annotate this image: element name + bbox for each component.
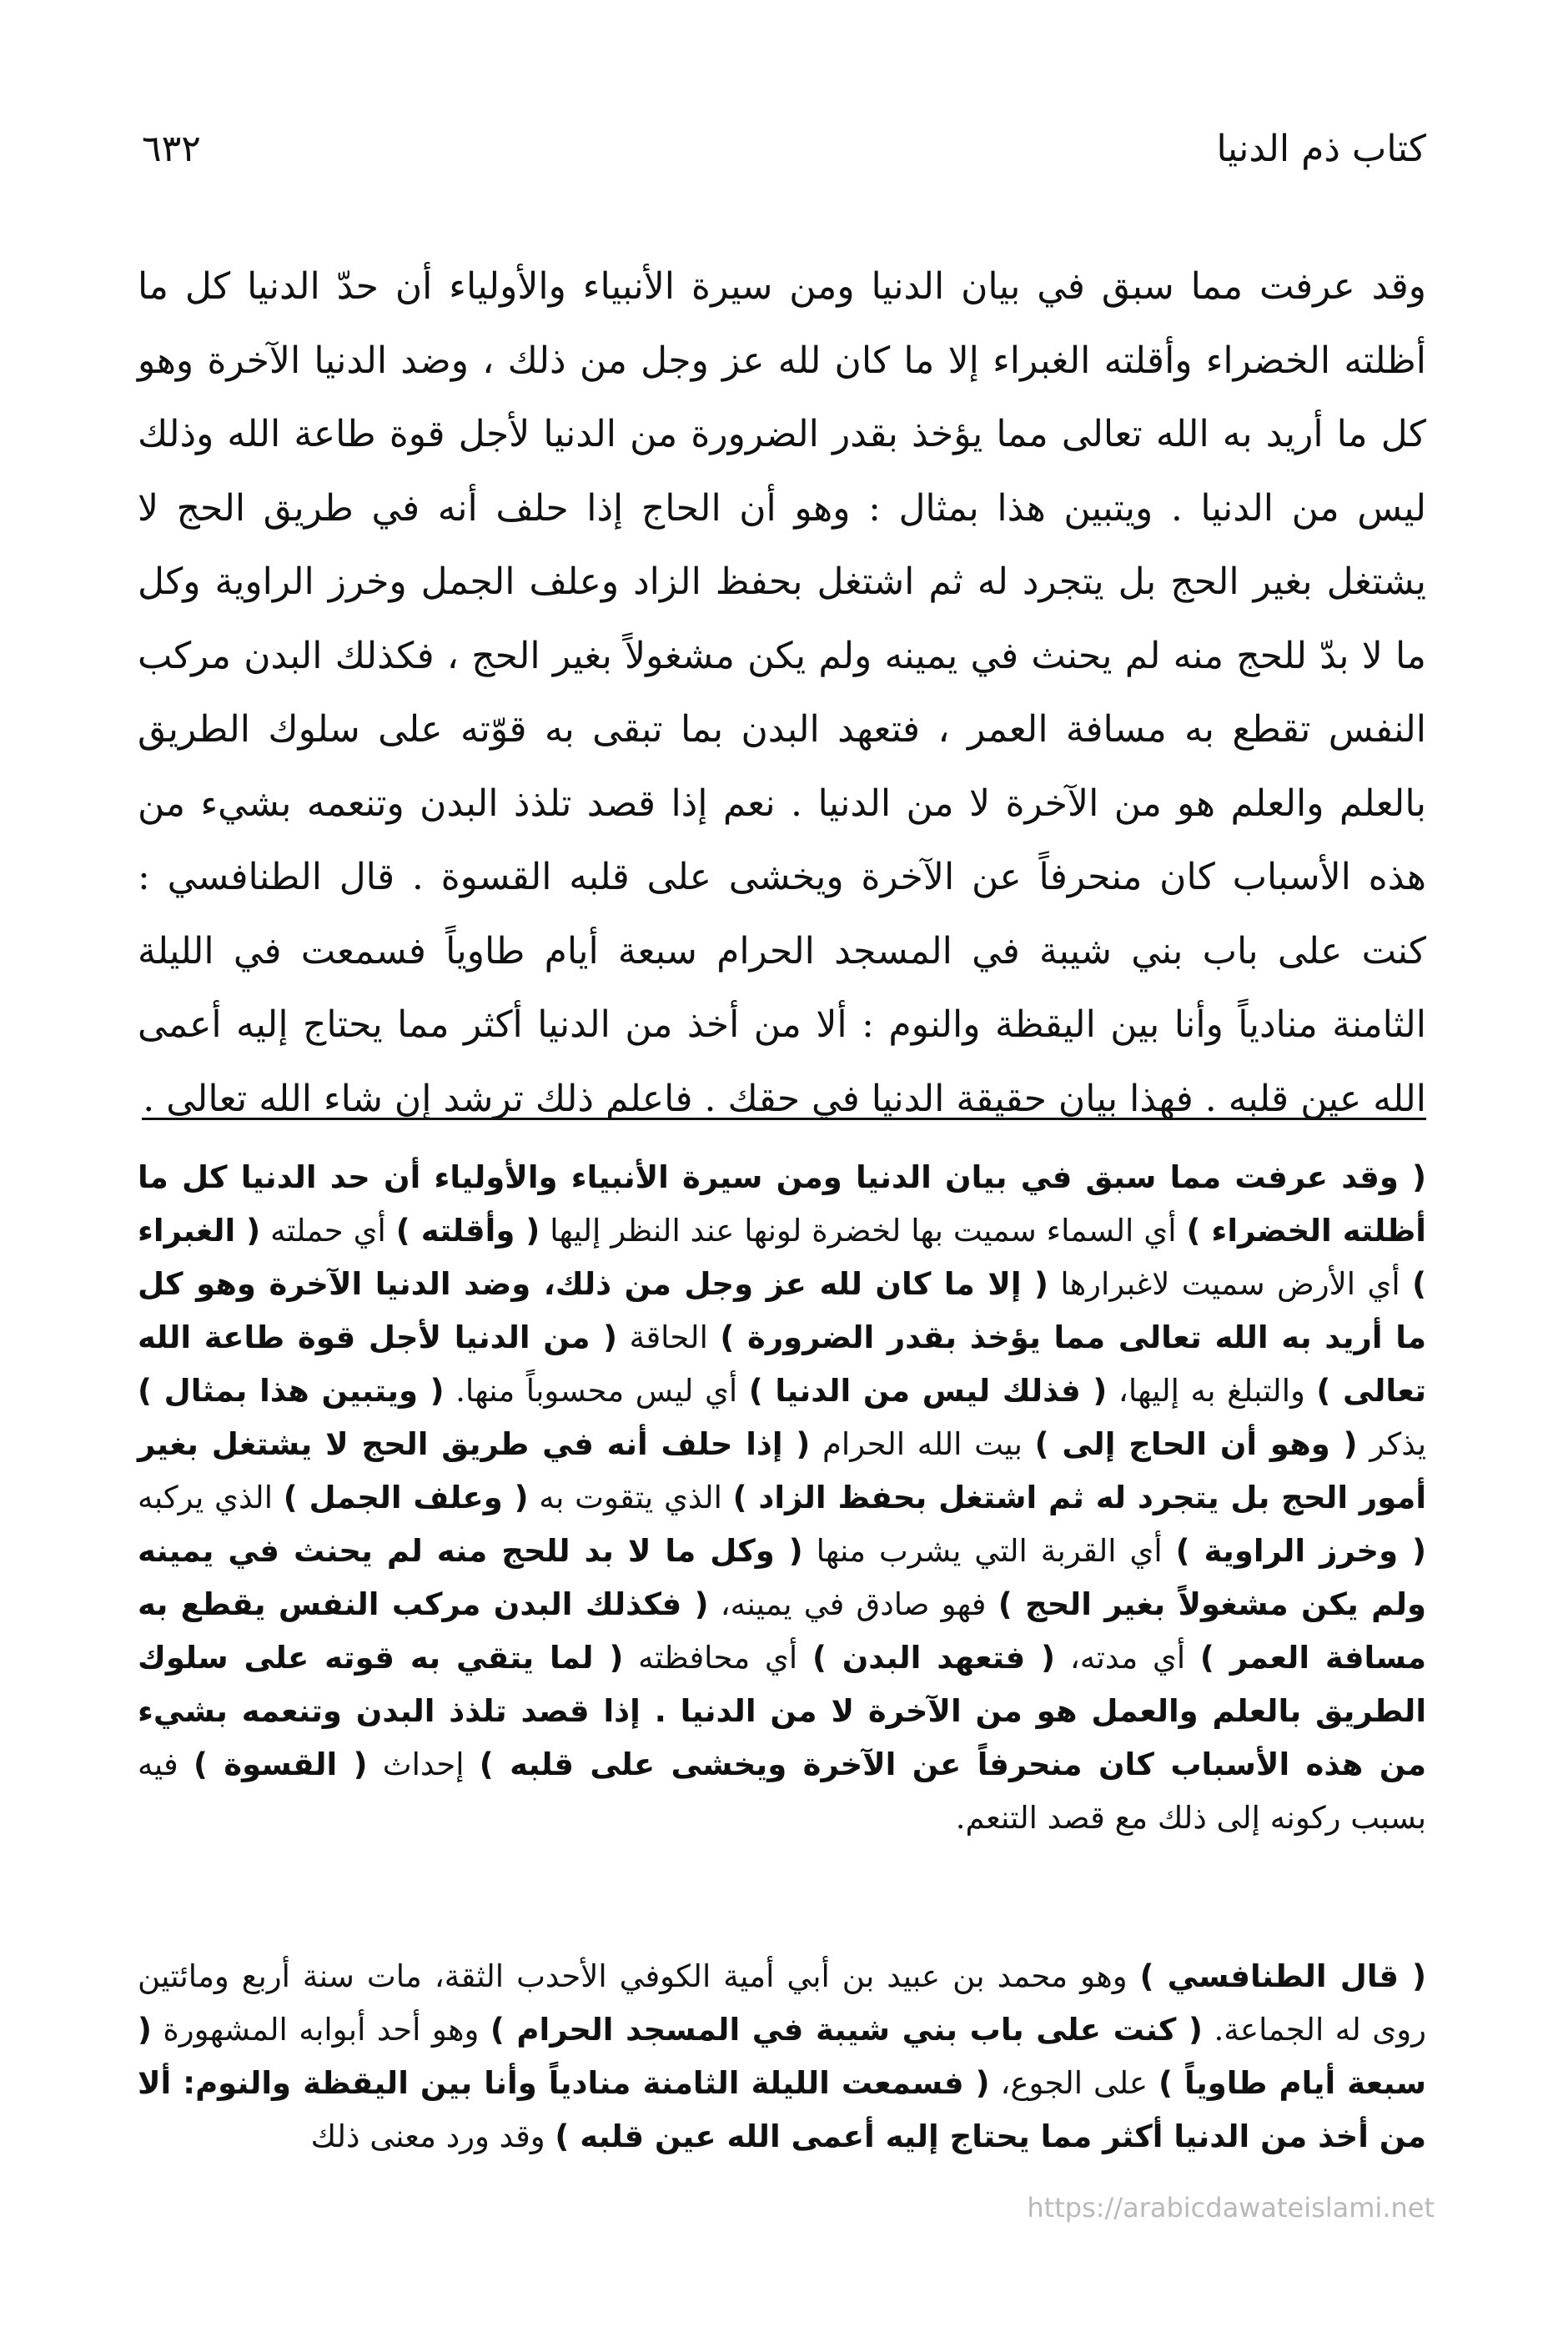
page-header: [142, 115, 1426, 182]
quoted-text: ( سبعة أيام طاوياً ): [138, 2012, 1426, 2101]
explanation-text: وهو أحد أبوابه المشهورة: [151, 2012, 490, 2048]
commentary-paragraph-1: [138, 1151, 1426, 1845]
explanation-text: فهو صادق في يمينه،: [708, 1586, 998, 1622]
quoted-text: ( فذلك ليس من الدنيا ): [748, 1373, 1108, 1409]
quoted-text: ( وعلف الجمل ): [283, 1480, 529, 1515]
main-text: وقد عرفت مما سبق في بيان الدنيا ومن سيرة الأنبياء والأولياء أن حدّ الدنيا كل ما أظلته الخضراء وأقلته الغبراء إلا ما كان لله عز وجل من ذلك ، وضد الدنيا الآخرة وهو كل ما أريد به الله تعالى مما يؤخذ بقدر الضرورة من الدنيا لأجل قوة طاعة الله وذلك ليس من الدنيا . ويتبين هذا بمثال : وهو أن الحاج إذا حلف أنه في طريق الحج لا يشتغل بغير الحج بل يتجرد له ثم اشتغل بحفظ الزاد وعلف الجمل وخرز الراوية وكل ما لا بدّ للحج منه لم يحنث في يمينه ولم يكن مشغولاً بغير الحج ، فكذلك البدن مركب النفس تقطع به مسافة العمر ، فتعهد البدن بما تبقى به قوّته على سلوك الطريق بالعلم والعلم هو من الآخرة لا من الدنيا . نعم إذا قصد تلذذ البدن وتنعمه بشيء من هذه الأسباب كان منحرفاً عن الآخرة ويخشى على قلبه القسوة . قال الطنافسي : كنت على باب بني شيبة في المسجد الحرام سبعة أيام طاوياً فسمعت في الليلة الثامنة منادياً وأنا بين اليقظة والنوم : ألا من أخذ من الدنيا أكثر مما يحتاج إليه أعمى الله عين قلبه . فهذا بيان حقيقة الدنيا في حقك . فاعلم ذلك ترشد إن شاء الله تعالى .: [138, 265, 1427, 1120]
quoted-text: ( فكذلك البدن مركب النفس يقطع به مسافة العمر ): [138, 1586, 1426, 1676]
quoted-text: ( لما يتقي به قوته على سلوك الطريق بالعلم والعمل هو من الآخرة لا من الدنيا . إذا قصد تلذذ البدن وتنعمه بشيء من هذه الأسباب كان منحرفاً عن الآخرة ويخشى على قلبه ): [138, 1640, 1427, 1782]
watermark-url: https://arabicdawateislami.net: [1027, 2192, 1435, 2224]
quoted-text: ( وقد عرفت مما سبق في بيان الدنيا ومن سيرة الأنبياء والأولياء أن حد الدنيا كل ما أظلته الخضراء ): [138, 1159, 1426, 1249]
quoted-text: ( قال الطنافسي ): [1139, 1958, 1426, 1994]
explanation-text: إحداث: [367, 1746, 480, 1782]
quoted-text: ( فتعهد البدن ): [812, 1640, 1056, 1676]
quoted-text: ( ويتبين هذا بمثال ): [138, 1373, 445, 1409]
commentary-paragraph-2: [138, 1950, 1426, 2164]
explanation-text: الذي يتقوت به: [528, 1480, 733, 1515]
quoted-text: ( وخرز الراوية ): [1175, 1533, 1427, 1569]
quoted-text: ( إلا ما كان لله عز وجل من ذلك، وضد الدنيا الآخرة وهو كل ما أريد به الله تعالى مما يؤخذ بقدر الضرورة ): [138, 1266, 1426, 1355]
explanation-text: والتبلغ به إليها،: [1107, 1373, 1317, 1409]
quoted-text: ( وهو أن الحاج إلى ): [1034, 1426, 1358, 1462]
explanation-text: فيه بسبب ركونه إلى ذلك مع قصد التنعم.: [138, 1746, 1426, 1836]
quoted-text: ( الغبراء ): [138, 1213, 1426, 1302]
quoted-text: ( كنت على باب بني شيبة في المسجد الحرام ): [490, 2012, 1203, 2048]
quoted-text: ( القسوة ): [193, 1746, 368, 1782]
quoted-text: ( فسمعت الليلة الثامنة منادياً وأنا بين اليقظة والنوم: ألا من أخذ من الدنيا أكثر مما يحتاج إليه أعمى الله عين قلبه ): [138, 2065, 1426, 2154]
explanation-text: وقد ورد معنى ذلك: [310, 2118, 555, 2154]
explanation-text: أي الأرض سميت لاغبرارها: [1048, 1266, 1413, 1302]
quoted-text: ( إذا حلف أنه في طريق الحج لا يشتغل بغير أمور الحج بل يتجرد له ثم اشتغل بحفظ الزاد ): [138, 1426, 1426, 1515]
quoted-text: ( من الدنيا لأجل قوة طاعة الله تعالى ): [138, 1319, 1427, 1409]
explanation-text: أي ليس محسوباً منها.: [444, 1373, 749, 1409]
explanation-text: أي السماء سميت بها لخضرة لونها عند النظر إليها: [540, 1213, 1187, 1249]
book-title: كتاب ذم الدنيا: [1216, 127, 1426, 170]
quoted-text: ( وأقلته ): [395, 1213, 540, 1249]
explanation-text: أي القربة التي يشرب منها: [802, 1533, 1176, 1569]
quoted-text: ( وكل ما لا بد للحج منه لم يحنث في يمينه ولم يكن مشغولاً بغير الحج ): [138, 1533, 1426, 1622]
divider-line: [142, 1118, 1426, 1120]
explanation-text: الذي يركبه: [138, 1480, 284, 1515]
explanation-text: أي مدته،: [1055, 1640, 1200, 1676]
explanation-text: أي محافظته: [623, 1640, 812, 1676]
explanation-text: الحاقة: [617, 1319, 721, 1355]
explanation-text: بيت الله الحرام: [810, 1426, 1035, 1462]
explanation-text: أي حملته: [260, 1213, 396, 1249]
explanation-text: على الجوع،: [989, 2065, 1159, 2101]
explanation-text: وهو محمد بن عبيد بن أبي أمية الكوفي الأحدب الثقة، مات سنة أربع ومائتين روى له الجماعة.: [138, 1958, 1426, 2048]
explanation-text: يذكر: [1357, 1426, 1426, 1462]
page-number: ٦٣٢: [142, 127, 201, 170]
